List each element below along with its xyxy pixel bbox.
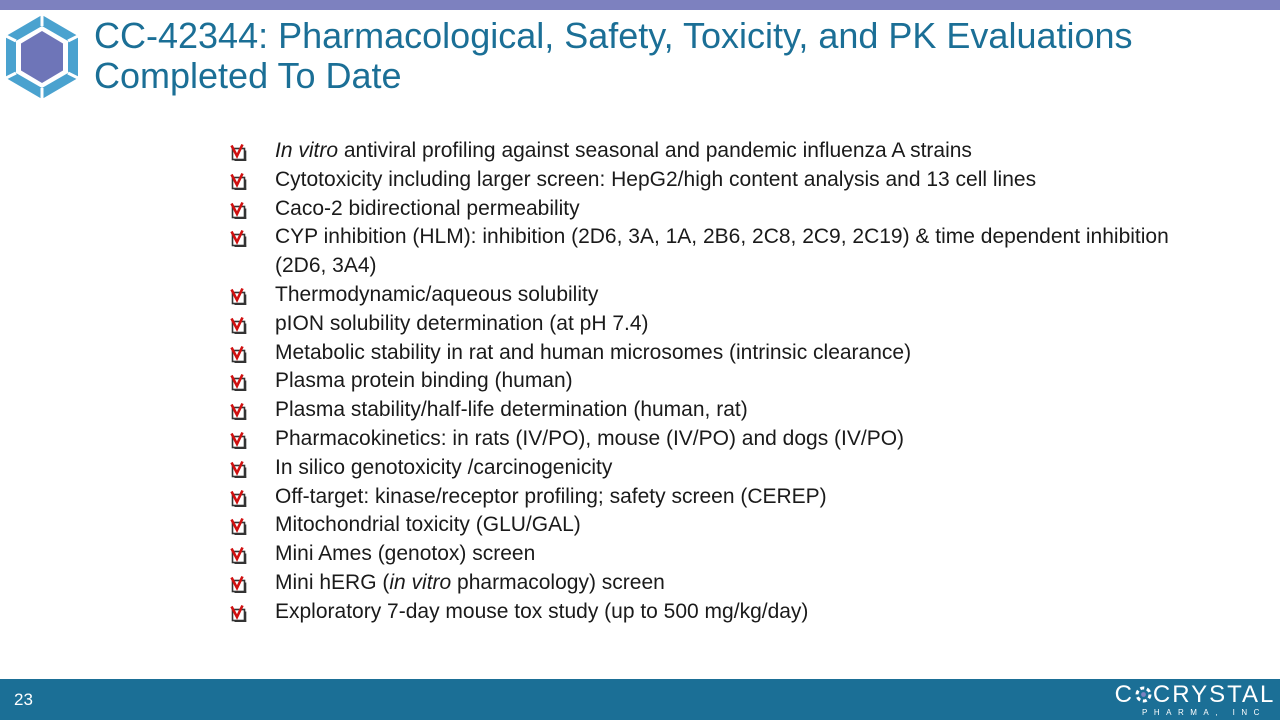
list-item <box>228 281 1218 310</box>
checkbox-checked-icon <box>229 400 247 418</box>
checkbox-checked-icon <box>229 515 247 533</box>
list-item <box>228 223 1218 281</box>
checkbox-checked-icon <box>229 544 247 562</box>
list-item <box>228 137 1218 166</box>
checkbox-checked-icon <box>229 199 247 217</box>
checkbox-checked-icon <box>229 314 247 332</box>
checkbox-checked-icon <box>229 458 247 476</box>
checkbox-checked-icon <box>229 141 247 159</box>
checkbox-checked-icon <box>229 429 247 447</box>
list-item <box>228 511 1218 540</box>
list-item-text: Pharmacokinetics: in rats (IV/PO), mouse (IV/PO) and dogs (IV/PO) <box>275 426 905 450</box>
checkbox-checked-icon <box>229 227 247 245</box>
list-item-text: Plasma stability/half-life determination (human, rat) <box>275 398 748 422</box>
page-number: 23 <box>14 690 33 709</box>
brand-subtitle: PHARMA, INC <box>1142 708 1266 717</box>
list-item-text: CYP inhibition (HLM): inhibition (2D6, 3A, 1A, 2B6, 2C8, 2C9, 2C19) & time dependent inhibition (2D6, 3A4) <box>275 225 1169 278</box>
checkbox-checked-icon <box>229 371 247 389</box>
list-item-text: Caco-2 bidirectional permeability <box>275 196 580 220</box>
list-item <box>228 195 1218 224</box>
footer-bar <box>0 679 1280 720</box>
brand-wordmark-right: CRYSTAL <box>1152 681 1276 708</box>
list-item <box>228 425 1218 454</box>
list-item <box>228 339 1218 368</box>
list-item-text: Exploratory 7-day mouse tox study (up to 500 mg/kg/day) <box>275 599 809 623</box>
cocrystal-brand-logo <box>1112 682 1278 718</box>
list-item-text: pION solubility determination (at pH 7.4) <box>275 311 649 335</box>
brand-wordmark-left: C <box>1114 681 1134 708</box>
list-item-text: Off-target: kinase/receptor profiling; safety screen (CEREP) <box>275 484 827 508</box>
checkbox-checked-icon <box>229 573 247 591</box>
list-item-text: Metabolic stability in rat and human microsomes (intrinsic clearance) <box>275 340 912 364</box>
list-item-prefix: Mini hERG ( <box>275 570 390 594</box>
list-item-text: pharmacology) screen <box>451 570 665 594</box>
list-item <box>228 598 1218 627</box>
slide-title <box>94 16 1264 96</box>
company-logo-icon <box>4 14 80 100</box>
list-item-italic-text: In vitro <box>275 139 339 162</box>
list-item-text: Cytotoxicity including larger screen: HepG2/high content analysis and 13 cell lines <box>275 167 1037 191</box>
checkbox-checked-icon <box>229 170 247 188</box>
list-item-text: Plasma protein binding (human) <box>275 369 573 393</box>
checkbox-checked-icon <box>229 602 247 620</box>
list-item-text: In silico genotoxicity /carcinogenicity <box>275 455 613 479</box>
slide-title-line-2: Completed To Date <box>94 55 402 96</box>
list-item <box>228 483 1218 512</box>
list-item <box>228 310 1218 339</box>
completed-evaluations-list <box>228 137 1218 627</box>
top-stripe <box>0 0 1280 10</box>
checkbox-checked-icon <box>229 487 247 505</box>
list-item-text: Mini Ames (genotox) screen <box>275 542 536 566</box>
list-item-text: Mitochondrial toxicity (GLU/GAL) <box>275 513 581 537</box>
brand-ring-icon <box>1135 683 1152 700</box>
list-item <box>228 367 1218 396</box>
list-item <box>228 166 1218 195</box>
slide-title-line-1: CC-42344: Pharmacological, Safety, Toxicity, and PK Evaluations <box>94 15 1133 56</box>
list-item-text: antiviral profiling against seasonal and pandemic influenza A strains <box>338 139 972 162</box>
list-item <box>228 540 1218 569</box>
list-item-italic-text: in vitro <box>389 570 452 594</box>
brand-wordmark <box>1112 682 1278 708</box>
list-item-text: Thermodynamic/aqueous solubility <box>275 282 599 306</box>
checkbox-checked-icon <box>229 343 247 361</box>
list-item <box>228 396 1218 425</box>
list-item <box>228 454 1218 483</box>
list-item <box>228 569 1218 598</box>
checkbox-checked-icon <box>229 285 247 303</box>
